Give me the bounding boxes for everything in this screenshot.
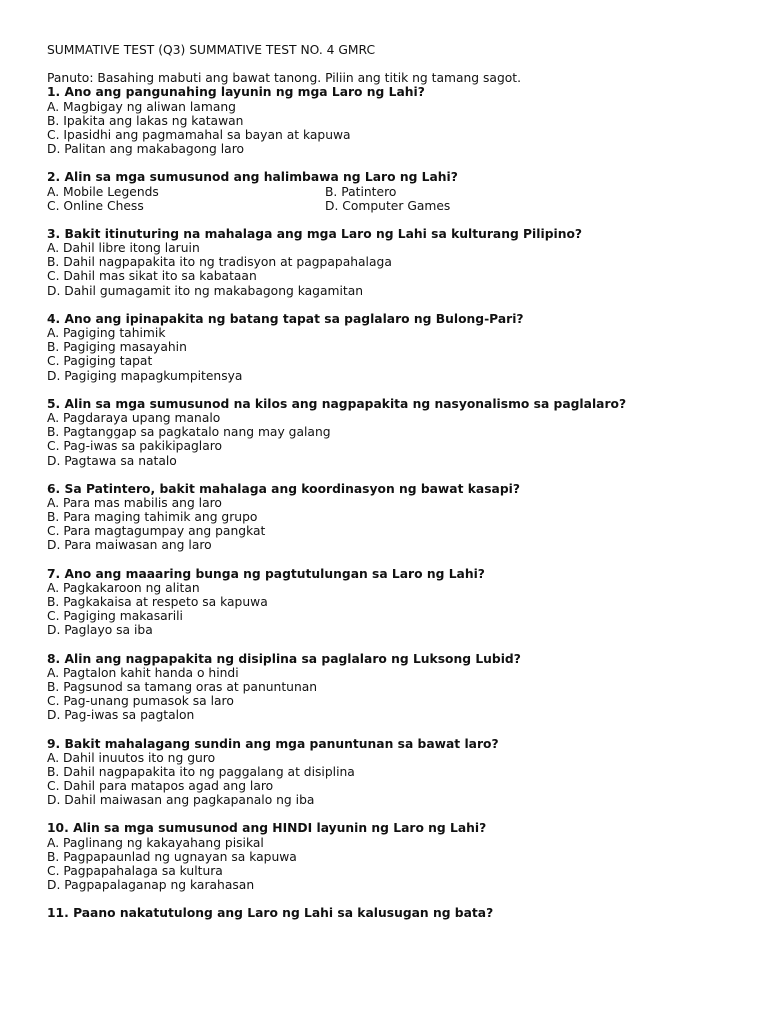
- choice-d: D. Pagpapalaganap ng karahasan: [47, 878, 255, 893]
- question-5: [47, 397, 747, 468]
- question-text: 3. Bakit itinuturing na mahalaga ang mga Laro ng Lahi sa kulturang Pilipino?: [47, 226, 583, 241]
- question-text: 4. Ano ang ipinapakita ng batang tapat sa paglalaro ng Bulong-Pari?: [47, 311, 524, 326]
- question-text: 11. Paano nakatutulong ang Laro ng Lahi sa kalusugan ng bata?: [47, 906, 494, 921]
- choice-d: D. Paglayo sa iba: [47, 623, 153, 638]
- choice-d: D. Palitan ang makabagong laro: [47, 142, 245, 157]
- choice-d: D. Pagtawa sa natalo: [47, 453, 177, 468]
- question-6: [47, 482, 747, 553]
- choice-b: B. Pagtanggap sa pagkatalo nang may galang: [47, 425, 331, 440]
- question-2: [47, 170, 747, 213]
- choice-a: A. Paglinang ng kakayahang pisikal: [47, 835, 264, 850]
- question-10: [47, 821, 747, 892]
- instructions: Panuto: Basahing mabuti ang bawat tanong. Piliin ang titik ng tamang sagot.: [47, 71, 522, 86]
- question-3: [47, 227, 747, 298]
- choice-b: B. Pagkakaisa at respeto sa kapuwa: [47, 595, 268, 609]
- choice-d: D. Dahil maiwasan ang pagkapanalo ng iba: [47, 793, 315, 808]
- question-text: 5. Alin sa mga sumusunod na kilos ang nagpapakita ng nasyonalismo sa paglalaro?: [47, 396, 627, 411]
- choice-c: C. Pagiging makasarili: [47, 609, 183, 624]
- choice-c: C. Online Chess: [47, 198, 144, 213]
- question-text: 9. Bakit mahalagang sundin ang mga panuntunan sa bawat laro?: [47, 736, 499, 751]
- question-text: 2. Alin sa mga sumusunod ang halimbawa ng Laro ng Lahi?: [47, 170, 458, 185]
- question-9: [47, 737, 747, 808]
- question-4: [47, 312, 747, 383]
- choice-b: B. Ipakita ang lakas ng katawan: [47, 113, 244, 128]
- choice-a: A. Pagdaraya upang manalo: [47, 410, 221, 425]
- choice-c: C. Ipasidhi ang pagmamahal sa bayan at kapuwa: [47, 127, 351, 142]
- choice-a: A. Pagkakaroon ng alitan: [47, 580, 200, 595]
- choice-row: [47, 199, 747, 213]
- choice-a: A. Para mas mabilis ang laro: [47, 495, 222, 510]
- choice-b: B. Patintero: [325, 184, 397, 199]
- choice-d: D. Pagiging mapagkumpitensya: [47, 368, 243, 383]
- choice-b: B. Para maging tahimik ang grupo: [47, 510, 258, 525]
- choice-a: A. Pagtalon kahit handa o hindi: [47, 665, 239, 680]
- choice-c: C. Pagiging tapat: [47, 354, 153, 369]
- choice-b: B. Pagpapaunlad ng ugnayan sa kapuwa: [47, 849, 297, 864]
- question-text: 8. Alin ang nagpapakita ng disiplina sa paglalaro ng Luksong Lubid?: [47, 651, 521, 666]
- question-text: 7. Ano ang maaaring bunga ng pagtutulungan sa Laro ng Lahi?: [47, 566, 485, 581]
- page-title: SUMMATIVE TEST (Q3) SUMMATIVE TEST NO. 4 GMRC: [47, 43, 376, 57]
- choice-c: C. Pagpapahalaga sa kultura: [47, 864, 223, 878]
- question-text: 6. Sa Patintero, bakit mahalaga ang koordinasyon ng bawat kasapi?: [47, 481, 520, 496]
- choice-a: A. Dahil inuutos ito ng guro: [47, 750, 216, 765]
- choice-b: B. Pagiging masayahin: [47, 340, 187, 355]
- choice-row: [47, 185, 747, 199]
- choice-d: D. Para maiwasan ang laro: [47, 538, 212, 553]
- test-page: [47, 43, 747, 935]
- choice-a: A. Dahil libre itong laruin: [47, 241, 200, 256]
- question-11: [47, 906, 747, 920]
- choice-a: A. Magbigay ng aliwan lamang: [47, 99, 236, 114]
- question-8: [47, 652, 747, 723]
- question-text: 1. Ano ang pangunahing layunin ng mga Laro ng Lahi?: [47, 85, 425, 100]
- question-text: 10. Alin sa mga sumusunod ang HINDI layunin ng Laro ng Lahi?: [47, 821, 487, 836]
- choice-c: C. Dahil mas sikat ito sa kabataan: [47, 269, 257, 284]
- choice-a: A. Mobile Legends: [47, 184, 159, 199]
- choice-c: C. Dahil para matapos agad ang laro: [47, 779, 274, 794]
- choice-d: D. Pag-iwas sa pagtalon: [47, 708, 195, 723]
- choice-c: C. Pag-unang pumasok sa laro: [47, 694, 234, 709]
- choice-b: B. Dahil nagpapakita ito ng tradisyon at pagpapahalaga: [47, 255, 392, 270]
- choice-b: B. Pagsunod sa tamang oras at panuntunan: [47, 679, 318, 694]
- question-1: [47, 85, 747, 156]
- choice-c: C. Pag-iwas sa pakikipaglaro: [47, 439, 223, 454]
- choice-b: B. Dahil nagpapakita ito ng paggalang at disiplina: [47, 764, 355, 779]
- choice-c: C. Para magtagumpay ang pangkat: [47, 524, 266, 539]
- choice-d: D. Computer Games: [325, 198, 451, 213]
- choice-d: D. Dahil gumagamit ito ng makabagong kagamitan: [47, 283, 364, 298]
- choice-a: A. Pagiging tahimik: [47, 326, 166, 340]
- question-7: [47, 567, 747, 638]
